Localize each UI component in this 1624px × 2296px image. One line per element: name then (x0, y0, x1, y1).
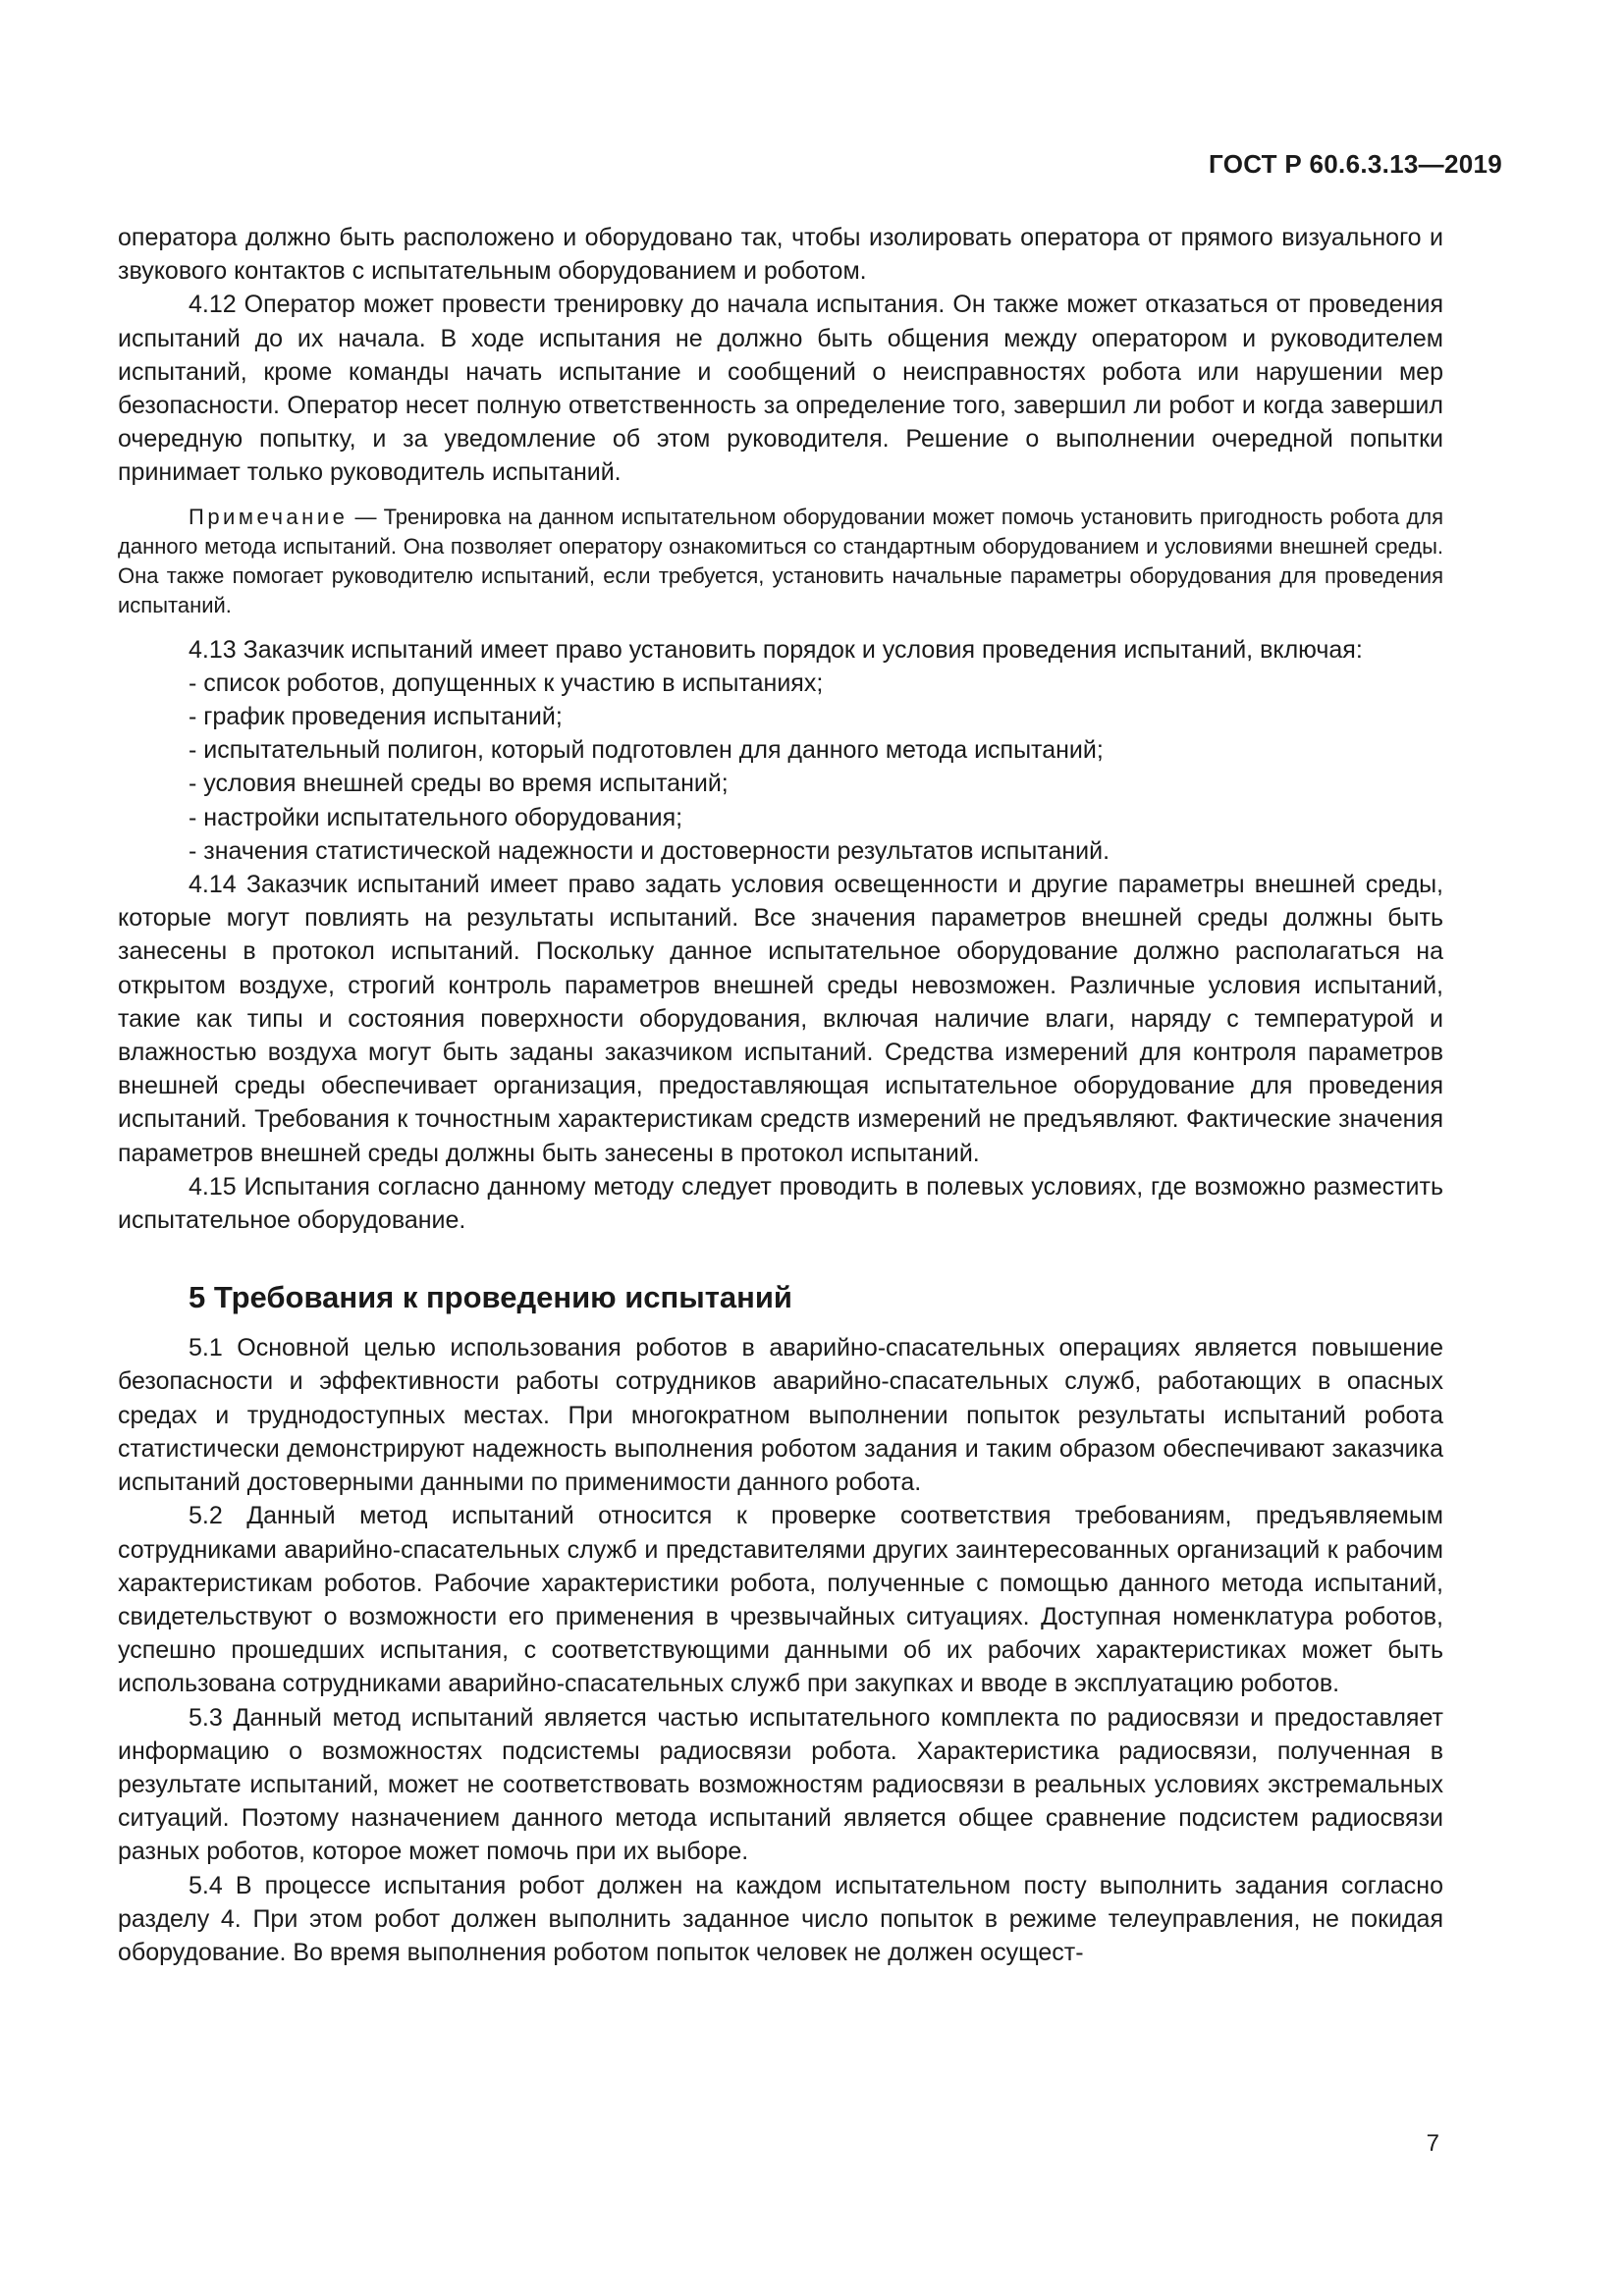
list-4-13 (118, 667, 1443, 868)
list-item: - значения статистической надежности и достоверности результатов испытаний. (189, 836, 1110, 865)
paragraph-5-3: 5.3 Данный метод испытаний является частью испытательного комплекта по радиосвязи и предоставляет информацию о возможностях подсистемы радиосвязи робота. Характеристика радиосвязи, полученная в результате испытаний, может не соответствовать возможностям радиосвязи в реальных условиях экстремальных ситуаций. Поэтому назначением данного метода испытаний является общее сравнение подсистем радиосвязи разных роботов, которое может помочь при их выборе. (118, 1703, 1443, 1866)
paragraph-5-1: 5.1 Основной целью использования роботов в аварийно-спасательных операциях является повышение безопасности и эффективности работы сотрудников аварийно-спасательных служб, работающих в опасных средах и труднодоступных местах. При многократном выполнении попыток результаты испытаний робота статистически демонстрируют надежность выполнения роботом задания и таким образом обеспечивают заказчика испытаний достоверными данными по применимости данного робота. (118, 1334, 1443, 1497)
note-label: Примечание (189, 504, 349, 529)
paragraph-4-13: 4.13 Заказчик испытаний имеет право установить порядок и условия проведения испытаний, включая: (189, 635, 1363, 664)
paragraph-5-4: 5.4 В процессе испытания робот должен на каждом испытательном посту выполнить задания согласно разделу 4. При этом робот должен выполнить заданное число попыток в режиме телеуправления, не покидая оборудование. Во время выполнения роботом попыток человек не должен осущест- (118, 1871, 1443, 1966)
paragraph-5-2: 5.2 Данный метод испытаний относится к проверке соответствия требованиям, предъявляемым сотрудниками аварийно-спасательных служб и представителями других заинтересованных организаций к рабочим характеристикам роботов. Рабочие характеристики робота, полученные с помощью данного метода испытаний, свидетельствуют о возможности его применения в чрезвычайных ситуациях. Доступная номенклатура роботов, успешно прошедших испытания, с соответствующими данными об их рабочих характеристиках может быть использована сотрудниками аварийно-спасательных служб при закупках и вводе в эксплуатацию роботов. (118, 1502, 1443, 1698)
paragraph-4-12: 4.12 Оператор может провести тренировку до начала испытания. Он также может отказаться от проведения испытаний до их начала. В ходе испытания не должно быть общения между оператором и руководителем испытаний, кроме команды начать испытание и сообщений о неисправностях робота или нарушении мер безопасности. Оператор несет полную ответственность за определение того, завершил ли робот и когда завершил очередную попытку, и за уведомление об этом руководителя. Решение о выполнении очередной попытки принимает только руководитель испытаний. (118, 291, 1443, 487)
paragraph-4-14: 4.14 Заказчик испытаний имеет право задать условия освещенности и другие параметры внешней среды, которые могут повлиять на результаты испытаний. Все значения параметров внешней среды должны быть занесены в протокол испытаний. Поскольку данное испытательное оборудование должно располагаться на открытом воздухе, строгий контроль параметров внешней среды невозможен. Различные условия испытаний, такие как типы и состояния поверхности оборудования, включая наличие влаги, наряду с температурой и влажностью воздуха могут быть заданы заказчиком испытаний. Средства измерений для контроля параметров внешней среды обеспечивает организация, предоставляющая испытательное оборудование для проведения испытаний. Требования к точностным характеристикам средств измерений не предъявляют. Фактические значения параметров внешней среды должны быть занесены в протокол испытаний. (118, 871, 1443, 1167)
note-text: — Тренировка на данном испытательном оборудовании может помочь установить пригодность робота для данного метода испытаний. Она позволяет оператору ознакомиться со стандартным оборудованием и условиями внешней среды. Она также помогает руководителю испытаний, если требуется, установить начальные параметры оборудования для проведения испытаний. (118, 504, 1443, 617)
paragraph-continuation: оператора должно быть расположено и оборудовано так, чтобы изолировать оператора от прямого визуального и звукового контактов с испытательным оборудованием и роботом. (118, 224, 1443, 286)
list-item: - испытательный полигон, который подготовлен для данного метода испытаний; (189, 736, 1104, 765)
list-item: - настройки испытательного оборудования; (189, 803, 683, 831)
page-body (118, 221, 1443, 1969)
section-5-title: 5 Требования к проведению испытаний (189, 1280, 792, 1315)
paragraph-4-15: 4.15 Испытания согласно данному методу следует проводить в полевых условиях, где возможно разместить испытательное оборудование. (118, 1172, 1443, 1235)
list-item: - график проведения испытаний; (189, 703, 563, 731)
document-code-header: ГОСТ Р 60.6.3.13—2019 (1209, 149, 1502, 179)
list-item: - список роботов, допущенных к участию в испытаниях; (189, 668, 824, 697)
list-item: - условия внешней среды во время испытаний; (189, 770, 729, 798)
page-number: 7 (1426, 2130, 1439, 2157)
note-block (118, 503, 1443, 620)
